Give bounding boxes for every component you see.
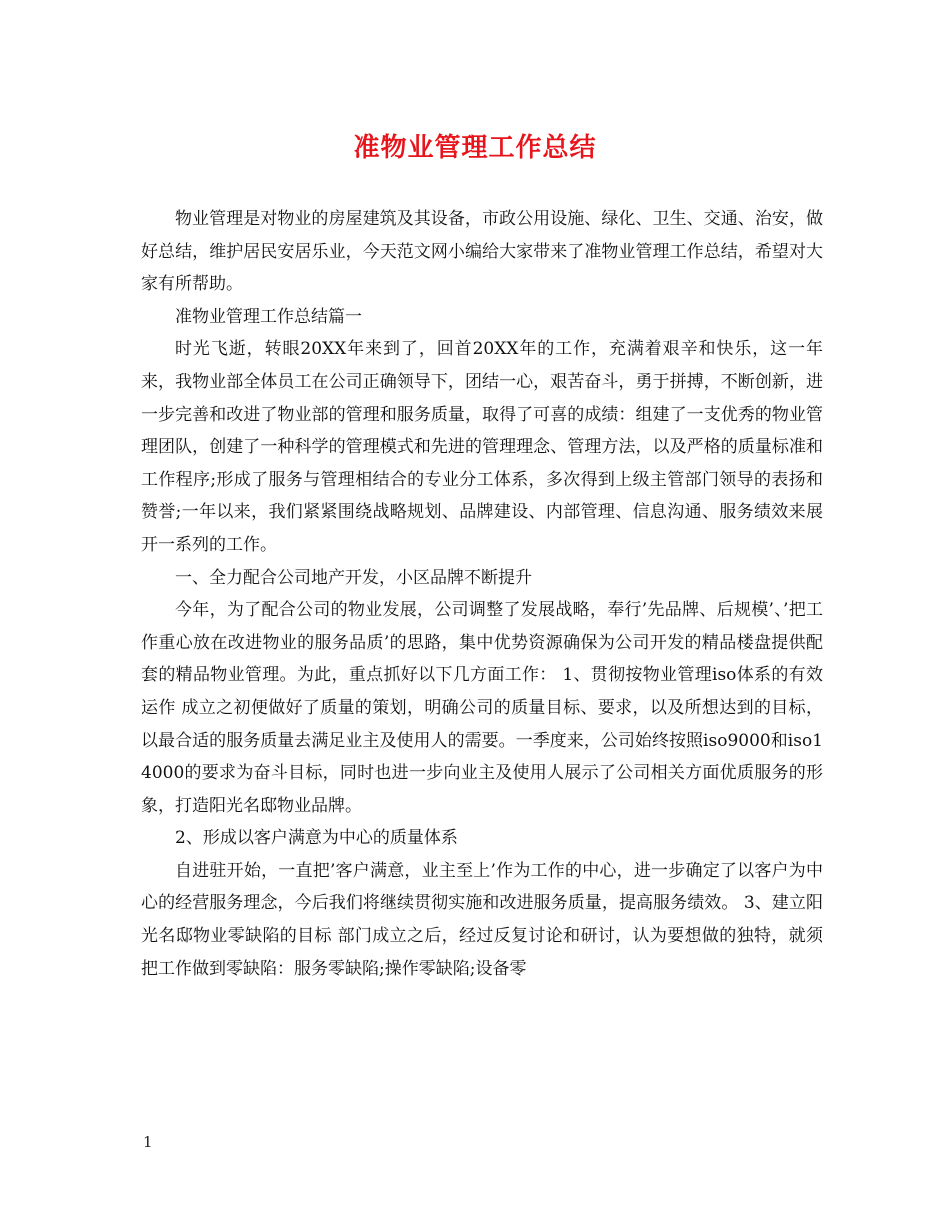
paragraph-customer: 自进驻开始，一直把’客户满意，业主至上’作为工作的中心，进一步确定了以客户为中心的经营服务理念，今后我们将继续贯彻实施和改进服务质量，提高服务绩效。 3、建立阳光名邸物业零缺陷的目标 部门成立之后，经过反复讨论和研讨，认为要想做的独特，就须把工作做到零缺陷：服务零缺陷;操作零缺陷;设备零	[141, 860, 823, 979]
page-number: 1	[143, 1133, 153, 1151]
paragraph-intro: 物业管理是对物业的房屋建筑及其设备，市政公用设施、绿化、卫生、交通、治安，做好总结，维护居民安居乐业，今天范文网小编给大家带来了准物业管理工作总结，希望对大家有所帮助。	[141, 209, 823, 295]
paragraph-review: 时光飞逝，转眼20XX年来到了，回首20XX年的工作，充满着艰辛和快乐，这一年来，我物业部全体员工在公司正确领导下，团结一心，艰苦奋斗，勇于拼搏，不断创新，进一步完善和改进了物业部的管理和服务质量，取得了可喜的成绩：组建了一支优秀的物业管理团队，创建了一种科学的管理模式和先进的管理理念、管理方法，以及严格的质量标准和工作程序;形成了服务与管理相结合的专业分工体系，多次得到上级主管部门领导的表扬和赞誉;一年以来，我们紧紧围绕战略规划、品牌建设、内部管理、信息沟通、服务绩效来展开一系列的工作。	[141, 339, 823, 555]
paragraph-strategy: 今年，为了配合公司的物业发展，公司调整了发展战略，奉行’先品牌、后规模’、’把工作重心放在改进物业的服务品质’的思路，集中优势资源确保为公司开发的精品楼盘提供配套的精品物业管理。为此，重点抓好以下几方面工作： 1、贯彻按物业管理iso体系的有效运作 成立之初便做好了质量的策划，明确公司的质量目标、要求，以及所想达到的目标，以最合适的服务质量去满足业主及使用人的需要。一季度来，公司始终按照iso9000和iso14000的要求为奋斗目标，同时也进一步向业主及使用人展示了公司相关方面优质服务的形象，打造阳光名邸物业品牌。	[141, 600, 823, 816]
document-body	[141, 203, 823, 985]
document-title: 准物业管理工作总结	[353, 133, 597, 163]
section-heading: 准物业管理工作总结篇一	[175, 306, 362, 327]
subsection-heading-2: 2、形成以客户满意为中心的质量体系	[175, 828, 458, 849]
subsection-heading-1: 一、全力配合公司地产开发，小区品牌不断提升	[175, 567, 532, 588]
